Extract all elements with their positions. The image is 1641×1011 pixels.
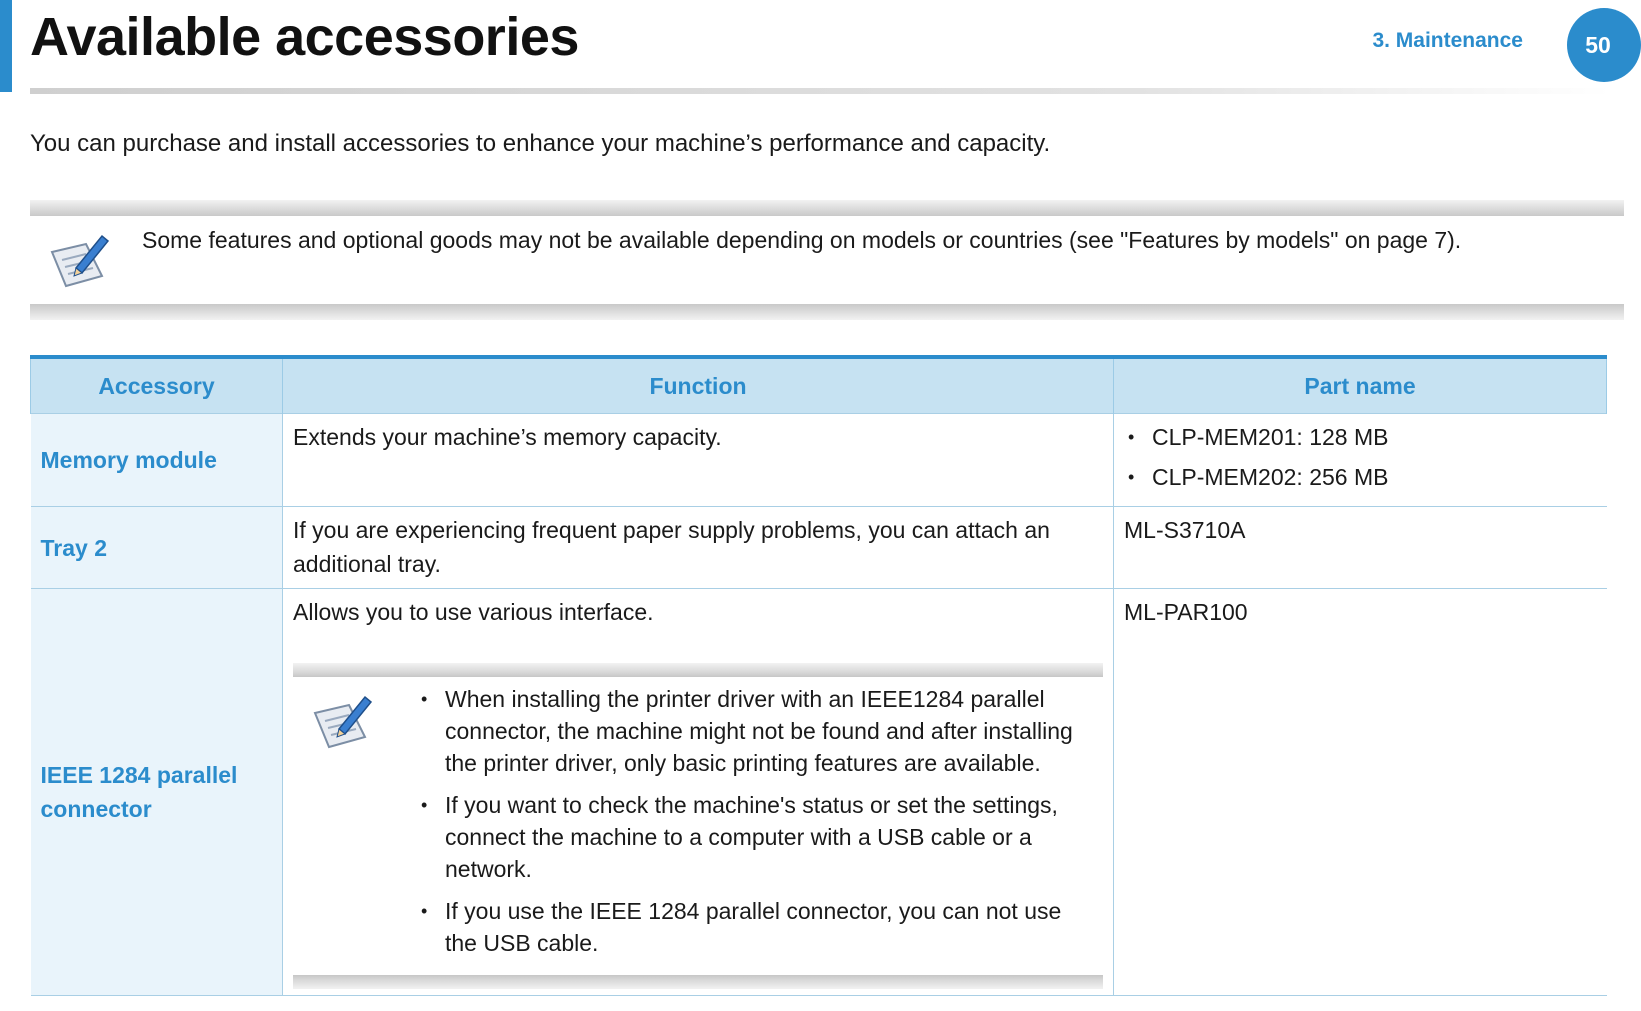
table-row xyxy=(31,414,1607,507)
function-cell: If you are experiencing frequent paper supply problems, you can attach an additional tray. xyxy=(283,507,1114,589)
accessories-table xyxy=(30,355,1607,996)
title-divider xyxy=(30,88,1610,94)
note-pencil-icon xyxy=(309,691,375,753)
inner-note-bottom-rule xyxy=(293,975,1103,989)
header-accessory: Accessory xyxy=(31,357,283,414)
intro-text: You can purchase and install accessories to enhance your machine’s performance and capacity. xyxy=(30,130,1051,157)
note-top-rule xyxy=(30,200,1624,216)
header-part-name: Part name xyxy=(1114,357,1607,414)
header-function: Function xyxy=(283,357,1114,414)
table-row xyxy=(31,589,1607,996)
inner-note-top-rule xyxy=(293,663,1103,677)
list-item: • If you use the IEEE 1284 parallel connector, you can not use the USB cable. xyxy=(417,895,1093,959)
page-title: Available accessories xyxy=(30,7,579,67)
accessory-cell: IEEE 1284 parallel connector xyxy=(31,589,283,996)
inner-note-body xyxy=(293,677,1103,975)
function-cell xyxy=(283,589,1114,996)
part-name-cell: ML-S3710A xyxy=(1114,507,1607,589)
note-box xyxy=(30,200,1624,320)
accent-bar xyxy=(0,0,12,92)
page-number-badge: 50 xyxy=(1567,8,1641,82)
note-bottom-rule xyxy=(30,304,1624,320)
chapter-label[interactable]: 3. Maintenance xyxy=(1372,29,1523,52)
note-text: Some features and optional goods may not be available depending on models or countries (see "Features by models" on page 7). xyxy=(142,227,1462,253)
table-header-row xyxy=(31,357,1607,414)
accessory-cell: Memory module xyxy=(31,414,283,507)
function-cell: Extends your machine’s memory capacity. xyxy=(283,414,1114,507)
note-pencil-icon xyxy=(46,230,112,292)
note-list xyxy=(417,683,1093,959)
accessory-cell: Tray 2 xyxy=(31,507,283,589)
list-item: • If you want to check the machine's status or set the settings, connect the machine to a computer with a USB cable or a network. xyxy=(417,789,1093,885)
inner-note-box xyxy=(293,663,1103,989)
part-list xyxy=(1124,420,1597,494)
list-item: • When installing the printer driver with an IEEE1284 parallel connector, the machine might not be found and after installing the printer driver, only basic printing features are available. xyxy=(417,683,1093,779)
list-item: • CLP-MEM202: 256 MB xyxy=(1124,460,1597,494)
part-name-cell xyxy=(1114,414,1607,507)
table-row xyxy=(31,507,1607,589)
part-name-cell: ML-PAR100 xyxy=(1114,589,1607,996)
function-text: Allows you to use various interface. xyxy=(293,599,654,625)
list-item: • CLP-MEM201: 128 MB xyxy=(1124,420,1597,454)
